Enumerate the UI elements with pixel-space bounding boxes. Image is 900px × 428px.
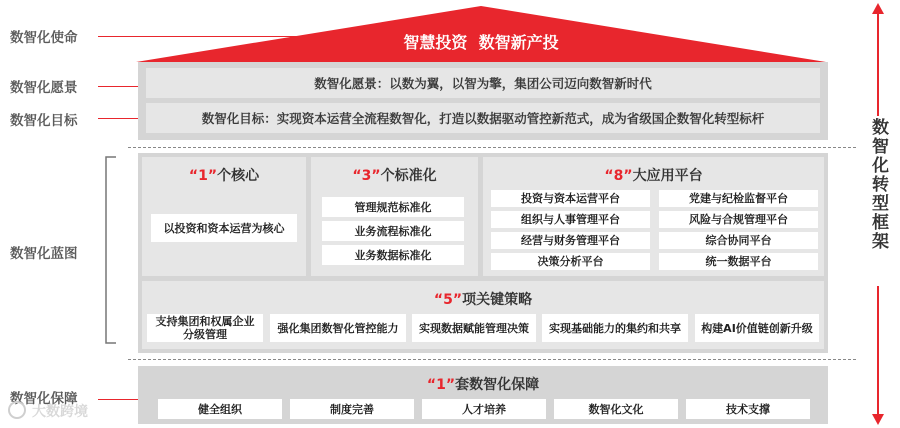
watermark: 大数跨境 bbox=[32, 404, 88, 420]
guarantee-title bbox=[138, 374, 828, 394]
core-title-text: 个核心 bbox=[217, 168, 260, 184]
strategy-item: 构建AI价值链创新升级 bbox=[695, 314, 819, 342]
platform-item: 经营与财务管理平台 bbox=[491, 232, 650, 249]
strategy-item: 支持集团和权属企业 分级管理 bbox=[147, 314, 263, 342]
watermark-logo-icon bbox=[8, 401, 26, 419]
separator-top bbox=[128, 147, 856, 148]
blueprint-bracket bbox=[98, 155, 120, 345]
guarantee-item: 人才培养 bbox=[422, 399, 546, 419]
framework-title: 数智化转型框架 bbox=[868, 118, 888, 251]
standard-item: 管理规范标准化 bbox=[322, 197, 464, 217]
label-guarantee: 数智化保障 bbox=[10, 391, 78, 407]
strategy-title bbox=[142, 289, 824, 309]
strategy-number: “5” bbox=[433, 292, 463, 308]
core-number: “1” bbox=[188, 168, 218, 184]
platform-item: 统一数据平台 bbox=[659, 253, 818, 270]
goal-connector-line bbox=[98, 118, 140, 119]
guarantee-item: 制度完善 bbox=[290, 399, 414, 419]
guarantee-title-text: 套数智化保障 bbox=[455, 377, 540, 393]
platform-title bbox=[483, 165, 824, 185]
label-vision: 数智化愿景 bbox=[10, 80, 78, 96]
platform-item: 投资与资本运营平台 bbox=[491, 190, 650, 207]
core-item: 以投资和资本运营为核心 bbox=[151, 214, 297, 242]
guarantee-item: 数智化文化 bbox=[554, 399, 678, 419]
strategy-item: 强化集团数智化管控能力 bbox=[270, 314, 406, 342]
label-mission: 数智化使命 bbox=[10, 30, 78, 46]
guarantee-item: 健全组织 bbox=[158, 399, 282, 419]
strategy-title-text: 项关键策略 bbox=[462, 292, 533, 308]
core-title bbox=[142, 165, 306, 185]
strategy-item: 实现基础能力的集约和共享 bbox=[542, 314, 688, 342]
standard-number: “3” bbox=[352, 168, 381, 184]
platform-number: “8” bbox=[604, 168, 633, 184]
roof-title: 智慧投资 数智新产投 bbox=[403, 33, 559, 52]
platform-item: 组织与人事管理平台 bbox=[491, 211, 650, 228]
separator-bottom bbox=[128, 359, 856, 360]
guarantee-number: “1” bbox=[426, 377, 456, 393]
standard-item: 业务数据标准化 bbox=[322, 245, 464, 265]
label-goal: 数智化目标 bbox=[10, 113, 78, 129]
standard-title-text: 个标准化 bbox=[380, 168, 437, 184]
standard-item: 业务流程标准化 bbox=[322, 221, 464, 241]
goal-bar: 数智化目标：实现资本运营全流程数智化，打造以数据驱动管控新范式，成为省级国企数智化转型标杆 bbox=[146, 103, 820, 133]
standard-title bbox=[311, 165, 478, 185]
guarantee-item: 技术支撑 bbox=[686, 399, 810, 419]
label-blueprint: 数智化蓝图 bbox=[10, 246, 78, 262]
platform-item: 风险与合规管理平台 bbox=[659, 211, 818, 228]
platform-item: 决策分析平台 bbox=[491, 253, 650, 270]
vision-connector-line bbox=[98, 86, 140, 87]
platform-item: 综合协同平台 bbox=[659, 232, 818, 249]
guarantee-connector-line bbox=[98, 399, 140, 400]
vision-bar: 数智化愿景：以数为翼，以智为擎，集团公司迈向数智新时代 bbox=[146, 68, 820, 98]
platform-title-text: 大应用平台 bbox=[632, 168, 703, 184]
strategy-item: 实现数据赋能管理决策 bbox=[412, 314, 536, 342]
platform-item: 党建与纪检监督平台 bbox=[659, 190, 818, 207]
